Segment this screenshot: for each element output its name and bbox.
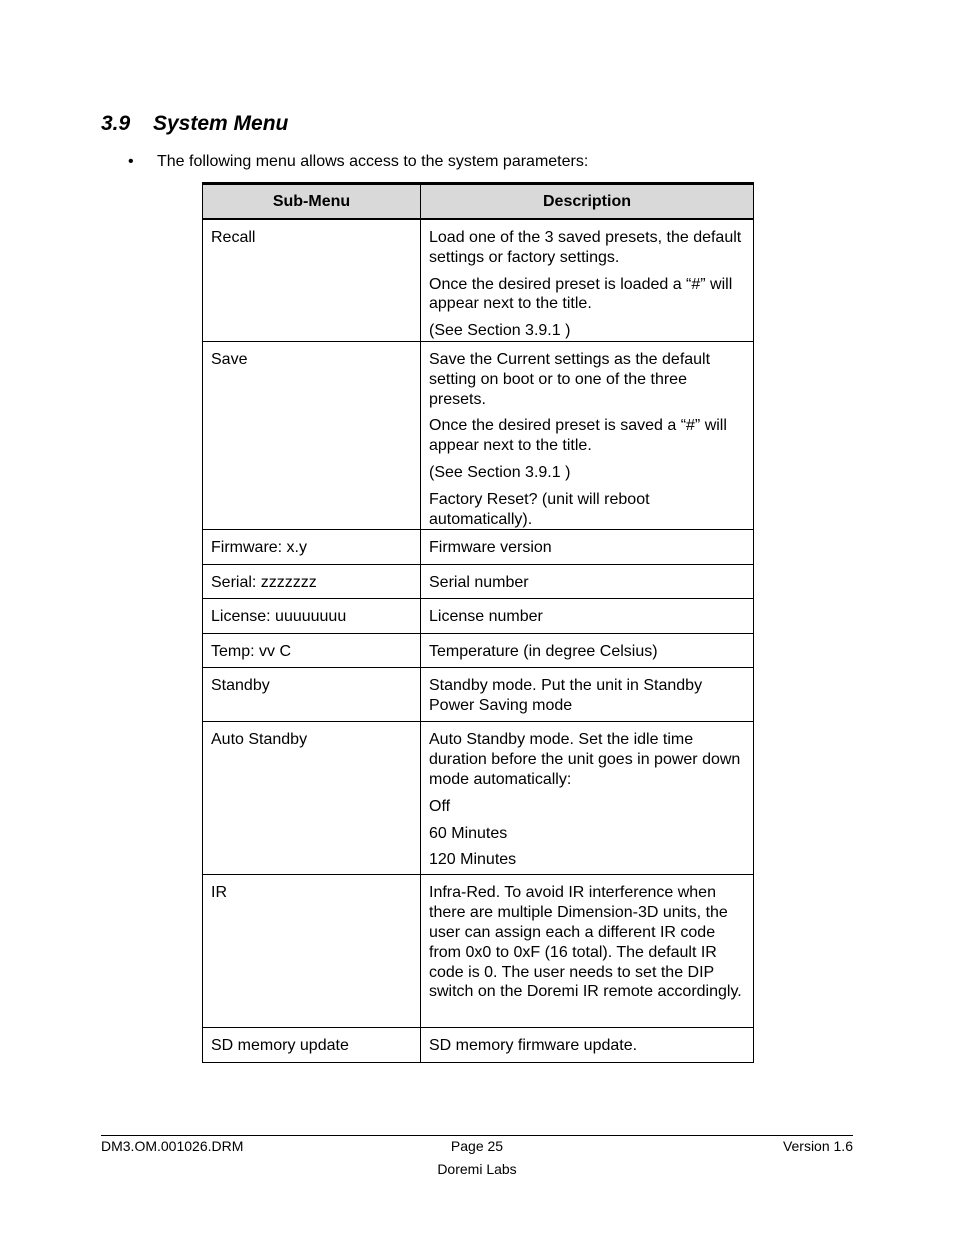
description-cell <box>421 530 754 565</box>
intro-text: The following menu allows access to the system parameters: <box>157 153 589 170</box>
footer-doc-id: DM3.OM.001026.DRM <box>101 1138 244 1154</box>
description-paragraph: Save the Current settings as the default setting on boot or to one of the three presets. <box>429 350 711 408</box>
footer-page-number: Page 25 <box>450 1138 504 1154</box>
footer-company: Doremi Labs <box>437 1161 517 1177</box>
submenu-cell: Auto Standby <box>203 722 421 875</box>
description-paragraph: Firmware version <box>429 539 552 557</box>
table-row <box>203 341 754 529</box>
description-paragraph: Once the desired preset is loaded a “#” will appear next to the title. <box>429 275 733 313</box>
submenu-cell: Temp: vv C <box>203 634 421 668</box>
header-submenu: Sub-Menu <box>203 184 421 220</box>
description-paragraph: Standby mode. Put the unit in Standby Power Saving mode <box>429 677 703 715</box>
table-row <box>203 1028 754 1063</box>
description-cell <box>421 1028 754 1063</box>
footer-version: Version 1.6 <box>782 1138 853 1154</box>
description-paragraph: Once the desired preset is saved a “#” will appear next to the title. <box>429 417 727 455</box>
table-row <box>203 565 754 599</box>
table-row <box>203 668 754 722</box>
description-paragraph: 60 Minutes <box>429 824 508 842</box>
intro-bullet <box>128 153 588 171</box>
submenu-cell: SD memory update <box>203 1028 421 1063</box>
table-row <box>203 722 754 875</box>
description-paragraph: Serial number <box>429 574 529 592</box>
table-header-row <box>203 184 754 220</box>
description-paragraph: Factory Reset? (unit will reboot automatically). <box>429 490 650 528</box>
description-cell <box>421 565 754 599</box>
table-row <box>203 219 754 341</box>
description-cell <box>421 875 754 1028</box>
submenu-cell: IR <box>203 875 421 1028</box>
section-title: System Menu <box>153 112 289 135</box>
table-body <box>203 219 754 1063</box>
submenu-cell: Standby <box>203 668 421 722</box>
description-cell <box>421 219 754 341</box>
system-menu-table <box>202 182 754 1063</box>
submenu-cell: Recall <box>203 219 421 341</box>
header-description: Description <box>421 184 754 220</box>
submenu-cell: Serial: zzzzzzz <box>203 565 421 599</box>
description-paragraph: Load one of the 3 saved presets, the default settings or factory settings. <box>429 229 742 266</box>
footer-divider <box>101 1135 853 1136</box>
section-heading <box>101 112 288 136</box>
description-paragraph: Infra-Red. To avoid IR interference when there are multiple Dimension-3D units, the user can assign each a different IR code from 0x0 to 0xF (16 total). The default IR code is 0. The user needs to set the DIP switch on the Doremi IR remote accordingly. <box>429 884 742 1001</box>
submenu-cell: Save <box>203 341 421 529</box>
description-paragraph: Auto Standby mode. Set the idle time duration before the unit goes in power down mode automatically: <box>429 731 741 788</box>
description-cell <box>421 341 754 529</box>
submenu-cell: License: uuuuuuuu <box>203 599 421 634</box>
submenu-cell: Firmware: x.y <box>203 530 421 565</box>
description-paragraph: (See Section 3.9.1 ) <box>429 322 571 340</box>
section-number: 3.9 <box>101 112 131 135</box>
table-row <box>203 875 754 1028</box>
table-row <box>203 599 754 634</box>
description-paragraph: Temperature (in degree Celsius) <box>429 643 658 661</box>
description-paragraph: (See Section 3.9.1 ) <box>429 463 571 481</box>
description-cell <box>421 599 754 634</box>
description-cell <box>421 722 754 875</box>
description-paragraph: Off <box>429 797 451 815</box>
description-cell <box>421 668 754 722</box>
description-paragraph: SD memory firmware update. <box>429 1037 638 1055</box>
description-cell <box>421 634 754 668</box>
table-row <box>203 530 754 565</box>
bullet-glyph: • <box>128 153 134 170</box>
description-paragraph: License number <box>429 608 543 626</box>
description-paragraph: 120 Minutes <box>429 851 517 869</box>
table-row <box>203 634 754 668</box>
